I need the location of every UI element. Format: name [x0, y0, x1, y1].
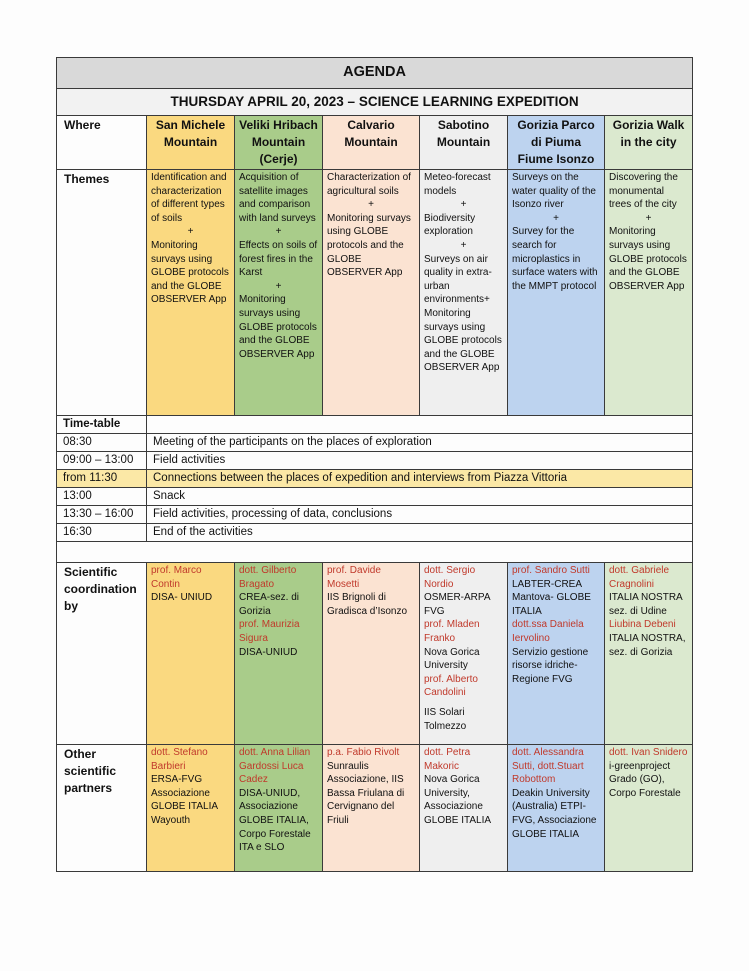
themes-row — [57, 170, 693, 416]
person-name: dott. Gilberto Bragato — [239, 565, 297, 590]
coordination-calvario — [323, 563, 420, 745]
theme-text: Monitoring survays using GLOBE protocols and the GLOBE OBSERVER App — [151, 239, 229, 306]
organization: i-greenproject Grado (GO), Corpo Forestale — [609, 760, 681, 799]
coordination-row — [57, 563, 693, 745]
person-name: dott. Anna Lilian Gardossi Luca Cadez — [239, 747, 311, 786]
organization: DISA- UNIUD — [151, 592, 213, 604]
theme-text: Monitoring survays using GLOBE protocols and the GLOBE OBSERVER App — [239, 294, 317, 360]
time-cell: 13:00 — [57, 488, 147, 506]
timetable-row — [57, 506, 693, 524]
themes-sabotino — [420, 170, 508, 416]
timetable-row — [57, 452, 693, 470]
location-gorizia-walk: Gorizia Walk in the city — [605, 116, 693, 170]
location-san-michele: San Michele Mountain — [147, 116, 235, 170]
organization: DISA-UNIUD, Associazione GLOBE ITALIA, Corpo Forestale ITA e SLO — [239, 787, 311, 854]
activity-cell: Snack — [147, 488, 693, 506]
partners-row — [57, 745, 693, 872]
organization: CREA-sez. di Gorizia — [239, 592, 300, 617]
person-name: dott. Stefano Barbieri — [151, 747, 208, 772]
themes-veliki-hribach — [235, 170, 323, 416]
theme-text: Biodiversity exploration — [424, 212, 476, 238]
plus-sign: + — [368, 199, 374, 211]
location-veliki-hribach: Veliki Hribach Mountain (Cerje) — [235, 116, 323, 170]
themes-gorizia-walk — [605, 170, 693, 416]
partners-gorizia-walk — [605, 745, 693, 872]
organization: ERSA-FVG Associazione GLOBE ITALIA Wayouth — [151, 774, 218, 826]
plus-sign: + — [187, 226, 194, 238]
partners-veliki-hribach — [235, 745, 323, 872]
partners-sabotino — [420, 745, 508, 872]
timetable-row — [57, 524, 693, 542]
organization: ITALIA NOSTRA sez. di Udine — [609, 592, 683, 617]
activity-cell: Field activities, processing of data, conclusions — [147, 506, 693, 524]
organization: Nova Gorica University — [424, 646, 480, 672]
theme-text: Monitoring survays using GLOBE protocols and the GLOBE OBSERVER App — [327, 212, 411, 279]
person-name: prof. Alberto Candolini — [424, 673, 478, 699]
coordination-sabotino — [420, 563, 508, 745]
timetable-header-row — [57, 416, 693, 434]
spacer-row — [57, 542, 693, 563]
location-calvario: Calvario Mountain — [323, 116, 420, 170]
location-gorizia-parco: Gorizia Parco di Piuma Fiume Isonzo — [508, 116, 605, 170]
coordination-label: Scientific coordination by — [57, 563, 147, 745]
themes-label: Themes — [57, 170, 147, 416]
activity-cell: End of the activities — [147, 524, 693, 542]
organization: Deakin University (Australia) ETPI-FVG, Associazione GLOBE ITALIA — [512, 787, 597, 840]
coordination-san-michele — [147, 563, 235, 745]
person-name: dott. Petra Makoric — [424, 747, 471, 772]
theme-text: Identification and characterization of different types of soils — [151, 172, 227, 224]
person-name: dott. Sergio Nordio — [424, 565, 476, 590]
activity-cell: Connections between the places of expedition and interviews from Piazza Vittoria — [147, 470, 693, 488]
person-name: dott. Gabriele Cragnolini — [609, 565, 670, 590]
person-name: dott. Ivan Snidero — [609, 747, 688, 758]
time-cell: 09:00 – 13:00 — [57, 452, 147, 470]
spacer-cell — [57, 542, 693, 563]
theme-text: Surveys on air quality in extra-urban environments+ — [424, 253, 492, 306]
plus-sign: + — [460, 239, 467, 251]
plus-sign: + — [553, 212, 559, 224]
person-name: prof. Davide Mosetti — [327, 565, 381, 590]
theme-text: Meteo-forecast models — [424, 172, 491, 197]
time-cell: 13:30 – 16:00 — [57, 506, 147, 524]
coordination-veliki-hribach — [235, 563, 323, 745]
themes-gorizia-parco — [508, 170, 605, 416]
person-name: dott.ssa Daniela Iervolino — [512, 619, 584, 644]
activity-cell: Meeting of the participants on the places of exploration — [147, 434, 693, 452]
partners-san-michele — [147, 745, 235, 872]
where-row — [57, 116, 693, 170]
partners-calvario — [323, 745, 420, 872]
organization: Servizio gestione risorse idriche- Regione FVG — [512, 646, 589, 685]
timetable-label: Time-table — [57, 416, 147, 434]
partners-label: Other scientific partners — [57, 745, 147, 872]
theme-text: Surveys on the water quality of the Isonzo river — [512, 172, 596, 211]
location-sabotino: Sabotino Mountain — [420, 116, 508, 170]
person-name: Liubina Debeni — [609, 619, 676, 631]
plus-sign: + — [460, 199, 467, 211]
themes-calvario — [323, 170, 420, 416]
theme-text: Survey for the search for microplastics in surface waters with the MMPT protocol — [512, 226, 598, 292]
activity-cell: Field activities — [147, 452, 693, 470]
plus-sign: + — [275, 226, 282, 238]
agenda-table — [56, 57, 693, 872]
theme-text: Effects on soils of forest fires in the Karst — [239, 239, 318, 279]
organization: ITALIA NOSTRA, sez. di Gorizia — [609, 632, 686, 658]
theme-text: Monitoring survays using GLOBE protocols and the GLOBE OBSERVER App — [609, 226, 687, 292]
time-cell: 08:30 — [57, 434, 147, 452]
timetable-row — [57, 488, 693, 506]
organization: Sunraulis Associazione, IIS Bassa Friulana di Cervignano del Friuli — [327, 760, 405, 826]
organization: DISA-UNIUD — [239, 646, 298, 658]
time-cell: from 11:30 — [57, 470, 147, 488]
organization: OSMER-ARPA FVG — [424, 592, 490, 617]
agenda-title: AGENDA — [57, 58, 693, 89]
coordination-gorizia-parco — [508, 563, 605, 745]
person-name: prof. Mladen Franko — [424, 619, 480, 644]
organization: LABTER-CREA Mantova- GLOBE ITALIA — [512, 578, 591, 617]
theme-text: Monitoring survays using GLOBE protocols and the GLOBE OBSERVER App — [424, 307, 502, 374]
organization: IIS Brignoli di Gradisca d’Isonzo — [327, 592, 408, 617]
person-name: p.a. Fabio Rivolt — [327, 747, 400, 758]
person-name: prof. Sandro Sutti — [512, 565, 590, 576]
themes-san-michele — [147, 170, 235, 416]
time-cell: 16:30 — [57, 524, 147, 542]
plus-sign: + — [275, 280, 282, 292]
timetable-row — [57, 434, 693, 452]
organization: IIS Solari Tolmezzo — [424, 706, 467, 732]
coordination-gorizia-walk — [605, 563, 693, 745]
timetable-header-blank — [147, 416, 693, 434]
theme-text: Characterization of agricultural soils — [327, 172, 411, 197]
plus-sign: + — [645, 212, 652, 224]
person-name: dott. Alessandra Sutti, dott.Stuart Robottom — [512, 747, 584, 786]
timetable-row-highlighted — [57, 470, 693, 488]
where-label: Where — [57, 116, 147, 170]
agenda-subtitle: THURSDAY APRIL 20, 2023 – SCIENCE LEARNING EXPEDITION — [57, 89, 693, 116]
theme-text: Discovering the monumental trees of the city — [609, 172, 678, 211]
person-name: prof. Maurizia Sigura — [239, 619, 300, 644]
theme-text: Acquisition of satellite images and comparison with land surveys — [239, 172, 316, 224]
partners-gorizia-parco — [508, 745, 605, 872]
organization: Nova Gorica University, Associazione GLOBE ITALIA — [424, 774, 492, 826]
person-name: prof. Marco Contin — [151, 565, 202, 590]
